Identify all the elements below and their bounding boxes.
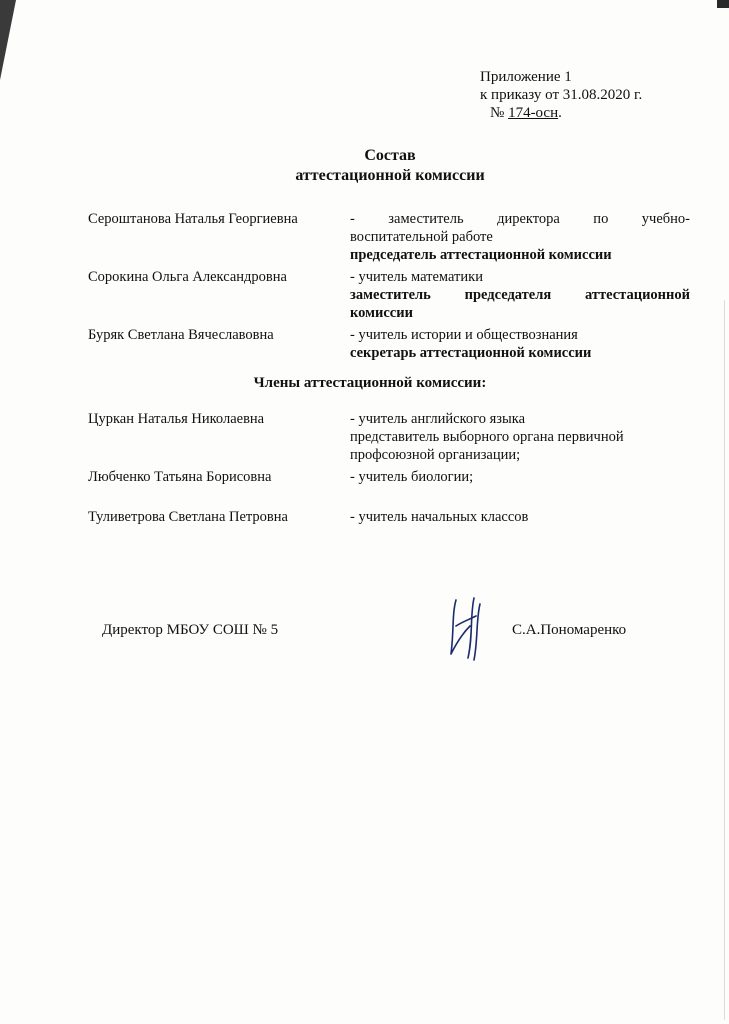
person-name: Любченко Татьяна Борисовна [88,469,272,485]
person-role [350,410,690,464]
members-heading: Члены аттестационной комиссии: [253,375,487,391]
person-role [350,210,690,264]
person-role [350,468,690,486]
commission-position-line-1: заместитель председателя аттестационной [350,287,690,303]
commission-position-line-2: комиссии [350,305,413,321]
title-line-2: аттестационной комиссии [295,167,485,184]
document-title [200,146,580,186]
person-role [350,268,690,322]
role-extra-line-2: профсоюзной организации; [350,447,521,463]
scan-edge-line [724,300,725,1020]
appendix-line-1: Приложение 1 [480,69,572,85]
commission-position: председатель аттестационной комиссии [350,247,612,263]
person-role [350,508,690,526]
person-name: Сорокина Ольга Александровна [88,269,287,285]
role-line: - учитель начальных классов [350,509,529,525]
order-number-line [480,104,642,122]
role-line: - учитель математики [350,269,483,285]
signer-name: С.А.Пономаренко [512,622,627,638]
role-line: - заместитель директора по учебно- [350,211,690,227]
order-number-prefix: № [490,105,509,121]
appendix-header [480,68,642,122]
director-position: Директор МБОУ СОШ № 5 [102,622,279,638]
title-line-1: Состав [364,147,416,164]
person-name: Буряк Светлана Вячеславовна [88,327,274,343]
role-line: - учитель биологии; [350,469,474,485]
scan-corner-shadow [0,0,16,80]
person-name: Сероштанова Наталья Георгиевна [88,211,298,227]
role-line: - учитель истории и обществознания [350,327,578,343]
person-name: Туливетрова Светлана Петровна [88,509,288,525]
handwritten-signature [446,596,486,662]
commission-position: секретарь аттестационной комиссии [350,345,592,361]
person-role [350,326,690,362]
role-line: - учитель английского языка [350,411,526,427]
person-name: Цуркан Наталья Николаевна [88,411,265,427]
role-line-cont: воспитательной работе [350,229,493,245]
scan-corner-shadow-right [717,0,729,8]
appendix-line-2: к приказу от 31.08.2020 г. [480,87,643,103]
order-number-value: 174-осн [508,105,559,121]
role-extra-line-1: представитель выборного органа первичной [350,429,624,445]
order-number-suffix: . [558,105,562,121]
